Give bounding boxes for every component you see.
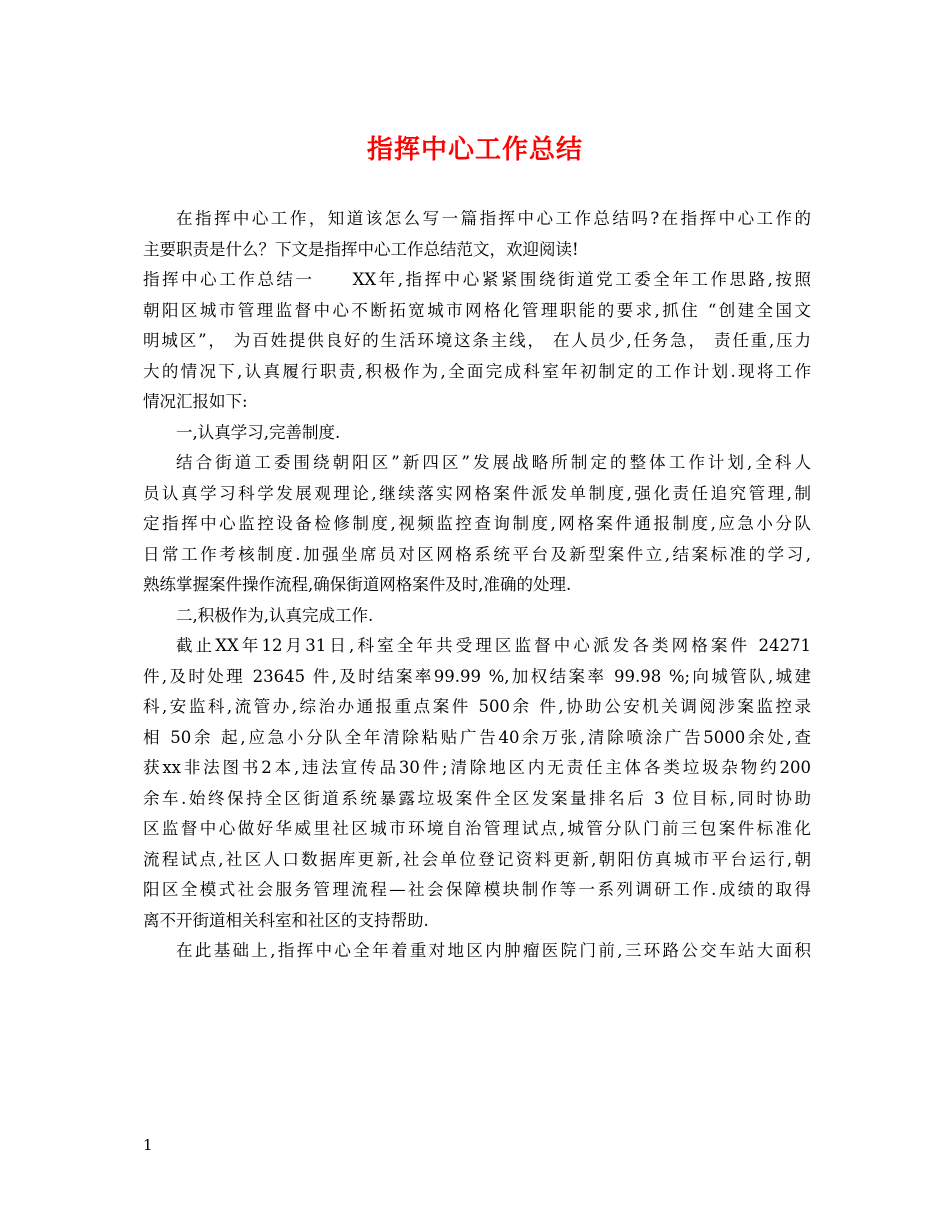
text-line: 日常工作考核制度.加强坐席员对区网格系统平台及新型案件立,结案标准的学习, — [143, 544, 811, 564]
text-line: 件,及时处理 23645 件,及时结案率99.99 %,加权结案率 99.98 %;向城管队,城建 — [143, 666, 811, 686]
text-line: 定指挥中心监控设备检修制度,视频监控查询制度,网格案件通报制度,应急小分队 — [143, 514, 811, 533]
text-line: 员认真学习科学发展观理论,继续落实网格案件派发单制度,强化责任追究管理,制 — [143, 483, 811, 503]
text-line: 指挥中心工作总结一 XX年,指挥中心紧紧围绕街道党工委全年工作思路,按照 — [143, 270, 811, 289]
section-heading: 一,认真学习,完善制度. — [176, 422, 341, 442]
text-line: 熟练掌握案件操作流程,确保街道网格案件及时,准确的处理. — [143, 575, 572, 594]
text-line: 区监督中心做好华威里社区城市环境自治管理试点,城管分队门前三包案件标准化 — [143, 819, 811, 838]
section-heading: 二,积极作为,认真完成工作. — [176, 605, 374, 625]
text-line: 主要职责是什么？下文是指挥中心工作总结范文，欢迎阅读! — [143, 239, 579, 259]
document-body — [143, 204, 811, 967]
document-title: 指挥中心工作总结 — [366, 135, 583, 165]
text-line: 朝阳区城市管理监督中心不断拓宽城市网格化管理职能的要求,抓住 “创建全国文 — [143, 300, 811, 320]
text-line: 大的情况下,认真履行职责,积极作为,全面完成科室年初制定的工作计划.现将工作 — [143, 361, 811, 381]
text-line: 在指挥中心工作，知道该怎么写一篇指挥中心工作总结吗?在指挥中心工作的 — [176, 209, 811, 228]
text-line: 科,安监科,流管办,综治办通报重点案件 500余 件,协助公安机关调阅涉案监控录 — [143, 697, 811, 716]
text-line: 获xx非法图书2本,违法宣传品30件;清除地区内无责任主体各类垃圾杂物约200 — [143, 758, 811, 777]
text-line: 相 50余 起,应急小分队全年清除粘贴广告40余万张,清除喷涂广告5000余处,查 — [143, 727, 811, 747]
text-line: 明城区”， 为百姓提供良好的生活环境这条主线， 在人员少,任务急， 责任重,压力 — [143, 331, 811, 350]
text-line: 流程试点,社区人口数据库更新,社会单位登记资料更新,朝阳仿真城市平台运行,朝 — [143, 849, 811, 869]
text-line: 余车.始终保持全区街道系统暴露垃圾案件全区发案量排名后 3 位目标,同时协助 — [143, 788, 811, 808]
text-line: 情况汇报如下: — [143, 392, 248, 411]
text-line: 离不开街道相关科室和社区的支持帮助. — [143, 910, 429, 930]
page-number: 1 — [143, 1136, 153, 1154]
text-line: 截止XX年12月31日,科室全年共受理区监督中心派发各类网格案件 24271 — [176, 636, 811, 655]
text-line: 结合街道工委围绕朝阳区”新四区”发展战略所制定的整体工作计划,全科人 — [176, 453, 811, 472]
text-line: 在此基础上,指挥中心全年着重对地区内肿瘤医院门前,三环路公交车站大面积 — [176, 941, 811, 960]
text-line: 阳区全模式社会服务管理流程—社会保障模块制作等一系列调研工作.成绩的取得 — [143, 880, 811, 899]
